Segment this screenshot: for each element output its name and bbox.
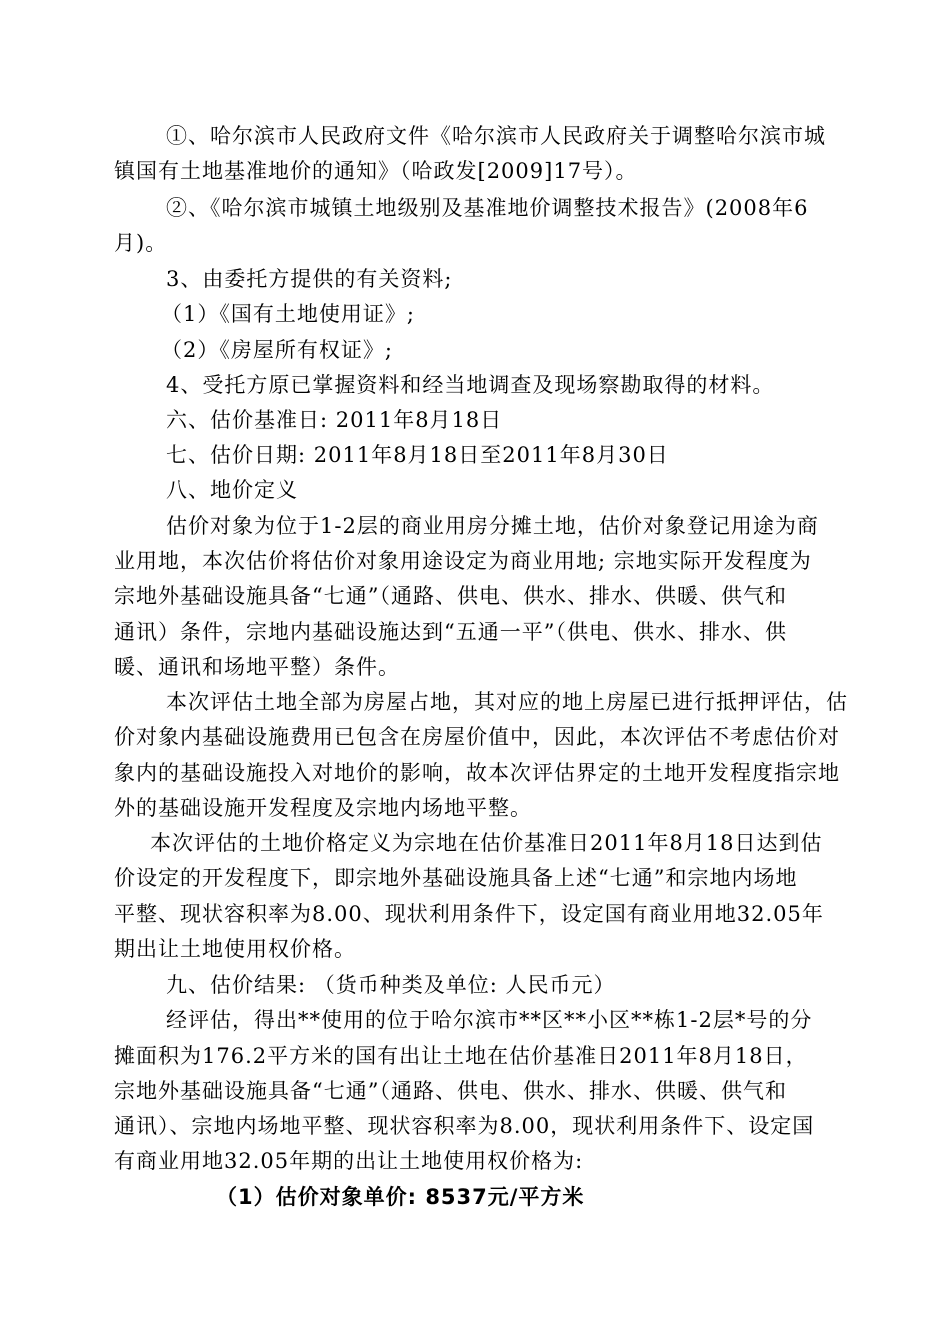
text-line: （2）《房屋所有权证》; xyxy=(161,338,393,362)
text-line: （1）《国有土地使用证》; xyxy=(161,302,415,326)
text-line: 本次评估土地全部为房屋占地，其对应的地上房屋已进行抵押评估，估 xyxy=(166,690,848,714)
text-line: 估价对象为位于1-2层的商业用房分摊土地，估价对象登记用途为商 xyxy=(166,514,819,538)
unit-price-result: （1）估价对象单价: 8537元/平方米 xyxy=(216,1185,585,1209)
text-line: 摊面积为176.2平方米的国有出让土地在估价基准日2011年8月18日， xyxy=(114,1044,808,1068)
text-line: 业用地，本次估价将估价对象用途设定为商业用地; 宗地实际开发程度为 xyxy=(114,549,812,573)
text-line: 外的基础设施开发程度及宗地内场地平整。 xyxy=(114,796,532,820)
text-line: 宗地外基础设施具备“七通”（通路、供电、供水、排水、供暖、供气和 xyxy=(114,584,787,608)
text-line: 有商业用地32.05年期的出让土地使用权价格为: xyxy=(114,1149,584,1173)
text-line: 月)。 xyxy=(114,231,168,255)
text-line: 平整、现状容积率为8.00、现状利用条件下，设定国有商业用地32.05年 xyxy=(114,902,824,926)
text-line: 象内的基础设施投入对地价的影响，故本次评估界定的土地开发程度指宗地 xyxy=(114,761,840,785)
section-heading: 九、估价结果: （货币种类及单位: 人民币元） xyxy=(166,973,616,997)
text-line: ①、哈尔滨市人民政府文件《哈尔滨市人民政府关于调整哈尔滨市城 xyxy=(166,124,826,148)
text-line: 4、受托方原已掌握资料和经当地调查及现场察勘取得的材料。 xyxy=(166,373,775,397)
text-line: 七、估价日期: 2011年8月18日至2011年8月30日 xyxy=(166,443,669,467)
text-line: 宗地外基础设施具备“七通”（通路、供电、供水、排水、供暖、供气和 xyxy=(114,1079,787,1103)
text-line: 3、由委托方提供的有关资料; xyxy=(166,267,453,291)
text-line: 通讯）条件，宗地内基础设施达到“五通一平”（供电、供水、排水、供 xyxy=(114,620,787,644)
text-line: 本次评估的土地价格定义为宗地在估价基准日2011年8月18日达到估 xyxy=(150,831,823,855)
text-line: 价设定的开发程度下，即宗地外基础设施具备上述“七通”和宗地内场地 xyxy=(114,866,798,890)
text-line: 价对象内基础设施费用已包含在房屋价值中，因此，本次评估不考虑估价对 xyxy=(114,725,840,749)
text-line: 期出让土地使用权价格。 xyxy=(114,937,356,961)
section-heading: 八、地价定义 xyxy=(166,478,298,502)
text-line: 镇国有土地基准地价的通知》（哈政发[2009]17号）。 xyxy=(114,159,638,183)
text-line: 经评估，得出**使用的位于哈尔滨市**区**小区**栋1-2层*号的分 xyxy=(166,1008,813,1032)
text-line: ②、《哈尔滨市城镇土地级别及基准地价调整技术报告》(2008年6 xyxy=(166,196,809,220)
text-line: 六、估价基准日: 2011年8月18日 xyxy=(166,408,503,432)
text-line: 暖、通讯和场地平整）条件。 xyxy=(114,655,400,679)
text-line: 通讯）、宗地内场地平整、现状容积率为8.00，现状利用条件下、设定国 xyxy=(114,1114,815,1138)
